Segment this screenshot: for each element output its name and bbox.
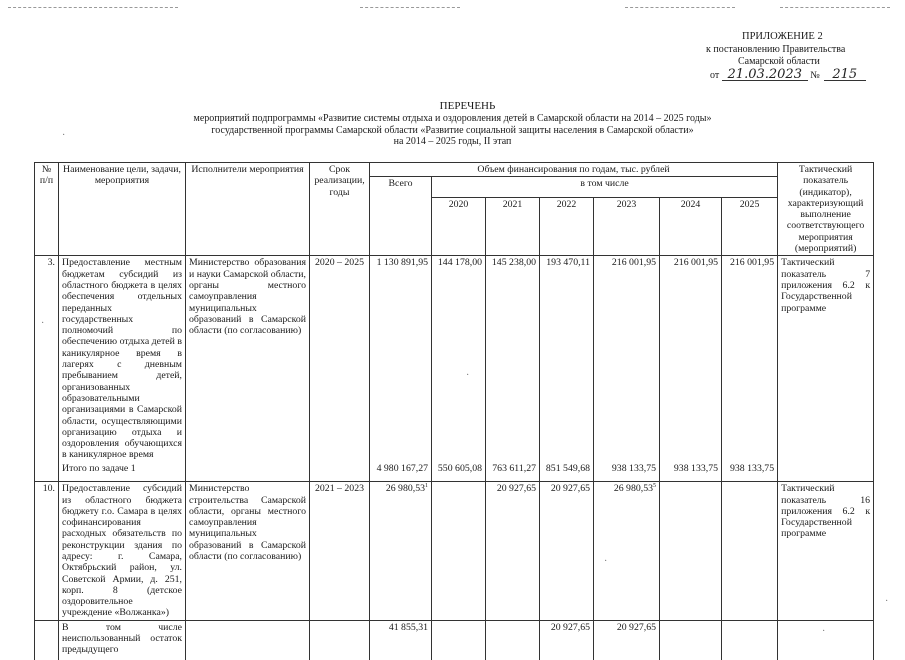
- sub-row-2023: 20 927,65: [594, 620, 660, 660]
- header-including: в том числе: [432, 177, 778, 198]
- row-10-num: 10.: [35, 482, 59, 621]
- row-10-term: 2021 – 2023: [310, 482, 370, 621]
- table-row: [35, 482, 874, 621]
- document-heading: [0, 101, 905, 148]
- scan-speck: ·: [466, 370, 470, 381]
- scan-speck: ·: [822, 626, 826, 637]
- table-header-row: [35, 163, 874, 177]
- row-10-name: Предоставление субсидий из областного бюджета бюджету г.о. Самара в целях софинансирования расходных обязательств по реконструкции здания по адресу: г. Самара, Октябрьский район, ул. Советской Армии, д. 251, корп. 8 (детское оздоровительное учреждение «Волжанка»): [59, 482, 186, 621]
- scan-speck: ·: [41, 318, 45, 329]
- header-executors: Исполнители мероприятия: [186, 163, 310, 256]
- header-financing: Объем финансирования по годам, тыс. рублей: [370, 163, 778, 177]
- row-3-total: 1 130 891,95: [370, 256, 432, 462]
- row-3-2023: 216 001,95: [594, 256, 660, 462]
- task-total-2020: 550 605,08: [432, 462, 486, 482]
- scan-speck: ·: [604, 556, 608, 567]
- row-10-executors: Министерство строительства Самарской области, органы местного самоуправления муниципальных образований в Самарской области (по согласованию): [186, 482, 310, 621]
- scan-speck: ·: [885, 596, 889, 607]
- row-3-name: Предоставление местным бюджетам субсидий из областного бюджета в целях обеспечения отдельных переданных государственных полномочий по обеспечению отдыха детей в каникулярное время в лагерях с дневным пребыванием детей, организованных образовательными организациями в Самарской области, осуществляющими организацию отдыха и оздоровления обучающихся в каникулярное время: [59, 256, 186, 462]
- row-10-indicator: Тактический показатель 16 приложения 6.2 к Государственной программе: [778, 482, 874, 621]
- task-total-label: Итого по задаче 1: [59, 462, 186, 482]
- header-year-2021: 2021: [486, 198, 540, 256]
- sub-row-total: 41 855,31: [370, 620, 432, 660]
- header-name: Наименование цели, задачи, мероприятия: [59, 163, 186, 256]
- heading-line-1: мероприятий подпрограммы «Развитие системы отдыха и оздоровления детей в Самарской области на 2014 – 2025 годы»: [193, 112, 712, 124]
- header-term: Срок реализации, годы: [310, 163, 370, 256]
- header-year-2020: 2020: [432, 198, 486, 256]
- handwritten-date: 21.03.2023: [722, 69, 808, 81]
- footnote-mark: 5: [653, 483, 656, 490]
- row-3-2024: 216 001,95: [660, 256, 722, 462]
- task-total-2022: 851 549,68: [540, 462, 594, 482]
- table-row: [35, 462, 874, 482]
- row-3-term: 2020 – 2025: [310, 256, 370, 462]
- footnote-mark: 1: [425, 483, 428, 490]
- header-year-2022: 2022: [540, 198, 594, 256]
- number-prefix: №: [810, 69, 820, 81]
- row-3-indicator: Тактический показатель 7 приложения 6.2 к Государственной программе: [778, 256, 874, 462]
- task-total-2024: 938 133,75: [660, 462, 722, 482]
- header-year-2025: 2025: [722, 198, 778, 256]
- table-row: [35, 256, 874, 462]
- row-10-2021: 20 927,65: [486, 482, 540, 621]
- handwritten-number: 215: [824, 69, 866, 81]
- header-total: Всего: [370, 177, 432, 256]
- header-year-2024: 2024: [660, 198, 722, 256]
- row-3-2020: 144 178,00: [432, 256, 486, 462]
- header-indicator: Тактический показатель (индикатор), характеризующий выполнение соответствующего мероприятия (мероприятий): [778, 163, 874, 256]
- table-row: [35, 620, 874, 660]
- task-total-2021: 763 611,27: [486, 462, 540, 482]
- document-title: ПЕРЕЧЕНЬ: [439, 100, 496, 112]
- heading-line-2: государственной программы Самарской области «Развитие социальной защиты населения в Самарской области»: [211, 124, 694, 136]
- appendix-region: Самарской области: [738, 56, 820, 67]
- row-3-2022: 193 470,11: [540, 256, 594, 462]
- sub-row-2022: 20 927,65: [540, 620, 594, 660]
- activities-table: [34, 162, 874, 660]
- row-3-2021: 145 238,00: [486, 256, 540, 462]
- scan-speck: ·: [62, 130, 66, 141]
- heading-line-3: на 2014 – 2025 годы, II этап: [393, 136, 512, 148]
- task-total-2025: 938 133,75: [722, 462, 778, 482]
- appendix-decree: к постановлению Правительства: [706, 43, 846, 55]
- row-10-2022: 20 927,65: [540, 482, 594, 621]
- header-year-2023: 2023: [594, 198, 660, 256]
- row-10-2023: 26 980,53$^5$: [594, 482, 660, 621]
- appendix-title: ПРИЛОЖЕНИЕ 2: [742, 31, 823, 42]
- appendix-date-line: [690, 66, 890, 83]
- row-3-num: 3.: [35, 256, 59, 462]
- row-3-executors: Министерство образования и науки Самарской области, органы местного самоуправления муниципальных образований в Самарской области (по согласованию): [186, 256, 310, 462]
- task-total-2023: 938 133,75: [594, 462, 660, 482]
- header-num: № п/п: [35, 163, 59, 256]
- date-prefix: от: [710, 69, 720, 81]
- appendix-header: [690, 31, 890, 82]
- task-total-sum: 4 980 167,27: [370, 462, 432, 482]
- sub-row-label: В том числе неиспользованный остаток предыдущего: [59, 620, 186, 660]
- row-3-2025: 216 001,95: [722, 256, 778, 462]
- row-10-total: 26 980,53$^1$: [370, 482, 432, 621]
